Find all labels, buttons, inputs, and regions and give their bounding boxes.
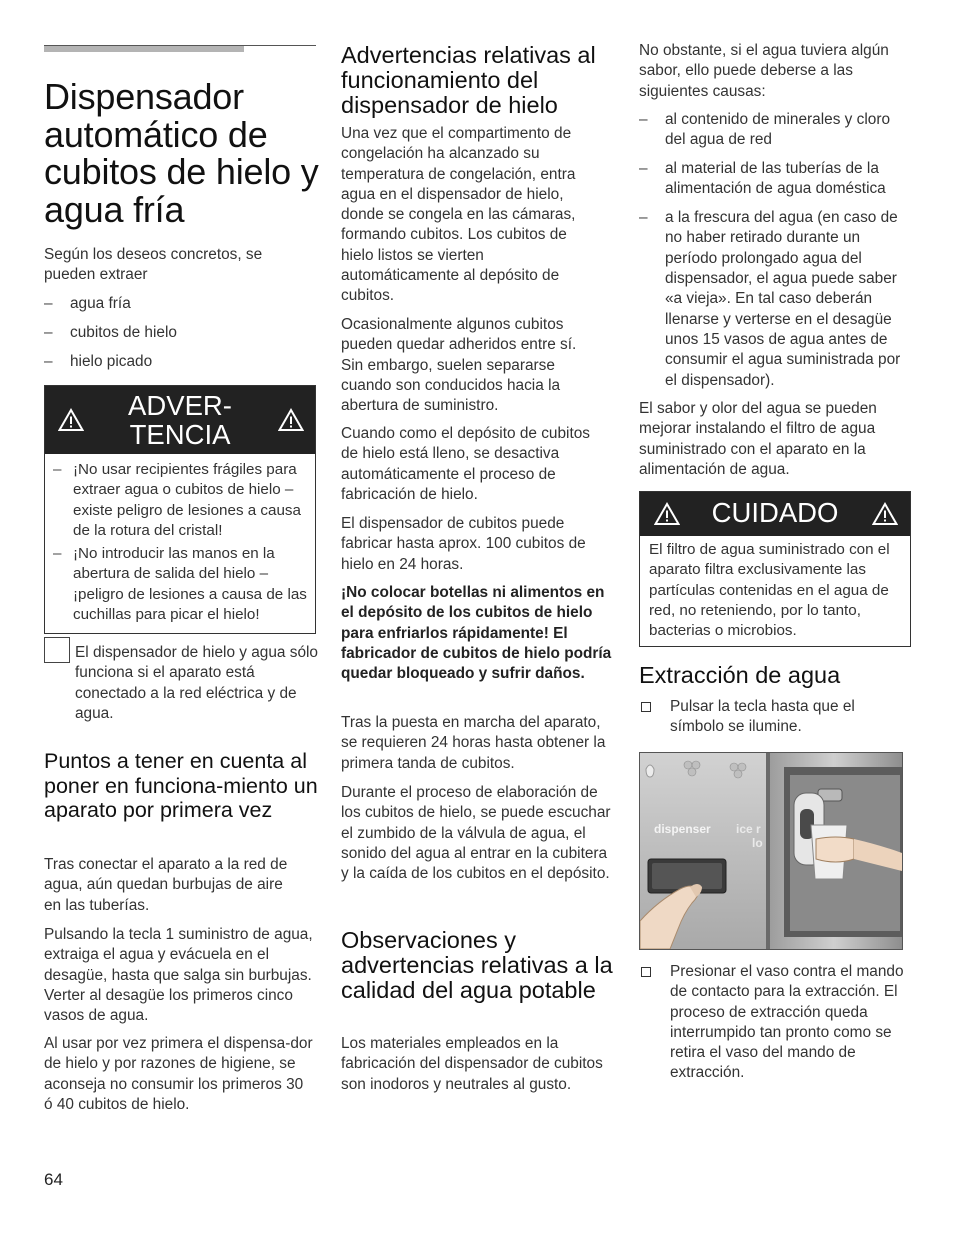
- caution-header: [640, 492, 910, 536]
- warning-header: [45, 386, 315, 454]
- header-rule-thick: [44, 46, 244, 52]
- water-quality-paragraph: Los materiales empleados en la fabricación del dispensador de cubitos son inodoros y neutrales al gusto.: [341, 1035, 603, 1093]
- section-title-water-extraction: Extracción de agua: [639, 662, 841, 688]
- warning-heading-line1: ADVER-: [128, 390, 232, 421]
- caution-body: [640, 536, 910, 646]
- operation-paragraph: Cuando como el depósito de cubitos de hielo está lleno, se desactiva automáticamente el proceso de fabricación de hielo.: [341, 425, 590, 503]
- first-use-paragraph: Tras conectar el aparato a la red de agua, aún quedan burbujas de aire en las tuberías.: [44, 856, 288, 914]
- page-number: 64: [44, 1170, 63, 1189]
- warning-box: [44, 385, 316, 634]
- list-item: – hielo picado: [44, 352, 316, 372]
- dispenser-photo: [639, 752, 903, 950]
- warning-triangle-icon: [58, 408, 84, 432]
- warning-heading: [45, 386, 315, 449]
- first-use-paragraph: Pulsando la tecla 1 suministro de agua, extraiga el agua y evácuela en el desagüe, hasta que salga sin burbujas. Verter al desagüe los primeros cinco vasos de agua.: [44, 926, 313, 1025]
- caution-box: [639, 491, 911, 647]
- operation-paragraph: Ocasionalmente algunos cubitos pueden quedar adheridos entre sí. Sin embargo, suelen separarse cuando son conducidos hacia la abertura de suministro.: [341, 316, 577, 415]
- taste-intro: No obstante, si el agua tuviera algún sabor, ello puede deberse a las siguientes causas:: [639, 42, 889, 100]
- warning-item: – ¡No usar recipientes frágiles para extraer agua o cubitos de hielo – existe peligro de lesiones a causa de la rotura del cristal!: [53, 460, 311, 541]
- warning-heading-line2: TENCIA: [129, 419, 231, 450]
- ice-label-2: lo: [752, 836, 763, 850]
- operation-paragraph: El dispensador de cubitos puede fabricar hasta aprox. 100 cubitos de hielo en 24 horas.: [341, 515, 586, 573]
- caution-heading: CUIDADO: [711, 497, 839, 528]
- warning-triangle-icon: [654, 502, 680, 526]
- ice-label: ice r: [736, 822, 761, 836]
- warning-item: – ¡No introducir las manos en la abertura de salida del hielo – ¡peligro de lesiones a causa de las cuchillas para picar el hielo!: [53, 544, 311, 625]
- cause-item: – al material de las tuberías de la alimentación de agua doméstica: [639, 159, 911, 200]
- extract-list: [44, 294, 316, 372]
- filter-note: El sabor y olor del agua se pueden mejorar instalando el filtro de agua suministrado con el aparato en la alimentación de agua.: [639, 400, 877, 478]
- intro-text: Según los deseos concretos, se pueden extraer: [44, 246, 263, 284]
- header-rule: [44, 45, 316, 53]
- warning-body: [45, 454, 315, 633]
- dispenser-label: dispenser: [654, 822, 711, 836]
- step-item: Presionar el vaso contra el mando de contacto para la extracción. El proceso de extracción queda interrumpido tan pronto como se retira el vaso del mando de extracción.: [639, 962, 904, 1084]
- note-icon: [44, 637, 70, 663]
- step-item: Pulsar la tecla hasta que el símbolo se ilumine.: [639, 697, 901, 738]
- causes-list: [639, 110, 911, 391]
- warning-triangle-icon: [872, 502, 898, 526]
- operation-paragraph: Tras la puesta en marcha del aparato, se requieren 24 horas hasta obtener la primera tanda de cubitos.: [341, 714, 606, 772]
- bold-warning-text: ¡No colocar botellas ni alimentos en el depósito de los cubitos de hielo para enfriarlos rápidamente! El fabricador de cubitos de hielo podría quedar bloqueado y sufrir daños.: [341, 584, 612, 683]
- section-title-operation: Advertencias relativas al funcionamiento del dispensador de hielo: [341, 42, 596, 118]
- note-text: El dispensador de hielo y agua sólo funciona si el aparato está conectado a la red eléctrica y de agua.: [75, 644, 318, 722]
- first-use-paragraph: Al usar por vez primera el dispensa-dor de hielo y por razones de higiene, se aconseja no consumir los primeros 30 ó 40 cubitos de hielo.: [44, 1035, 313, 1113]
- section-title-water-quality: Observaciones y advertencias relativas a la calidad del agua potable: [341, 927, 613, 1003]
- warning-list: [53, 460, 311, 625]
- warning-triangle-icon: [278, 408, 304, 432]
- cause-item: – a la frescura del agua (en caso de no haber retirado durante un período prolongado agua del dispensador, el agua puede saber «a vieja». En tal caso deberán llenarse y verterse en el desagüe unos 15 vasos de agua antes de consumir el agua suministrada por el dispensador).: [639, 208, 911, 391]
- step-list-2: [639, 962, 904, 1084]
- section-title-first-use: Puntos a tener en cuenta al poner en funciona-miento un aparato por primera vez: [44, 749, 318, 822]
- page-title: Dispensador automático de cubitos de hielo y agua fría: [44, 76, 319, 230]
- list-item: – cubitos de hielo: [44, 323, 316, 343]
- list-item: – agua fría: [44, 294, 316, 314]
- dispenser-illustration: [640, 753, 902, 949]
- cause-item: – al contenido de minerales y cloro del agua de red: [639, 110, 911, 151]
- step-list-1: [639, 697, 901, 738]
- caution-text: El filtro de agua suministrado con el aparato filtra exclusivamente las partículas contenidas en el agua de red, no reteniendo, por lo tanto, bacterias o microbios.: [649, 541, 890, 640]
- operation-paragraph: Durante el proceso de elaboración de los cubitos de hielo, se puede escuchar el zumbido de la válvula de agua, el sonido del agua al entrar en la cubitera y la caída de los cubitos en el depósito.: [341, 784, 611, 883]
- bold-warning: [341, 583, 616, 684]
- operation-paragraph: Una vez que el compartimento de congelación ha alcanzado su temperatura de congelación, entra agua en el dispensador de hielo, donde se congela en las cámaras, formando cubitos. Los cubitos de hielo listos se vierten automáticamente al depósito de cubitos.: [341, 125, 576, 305]
